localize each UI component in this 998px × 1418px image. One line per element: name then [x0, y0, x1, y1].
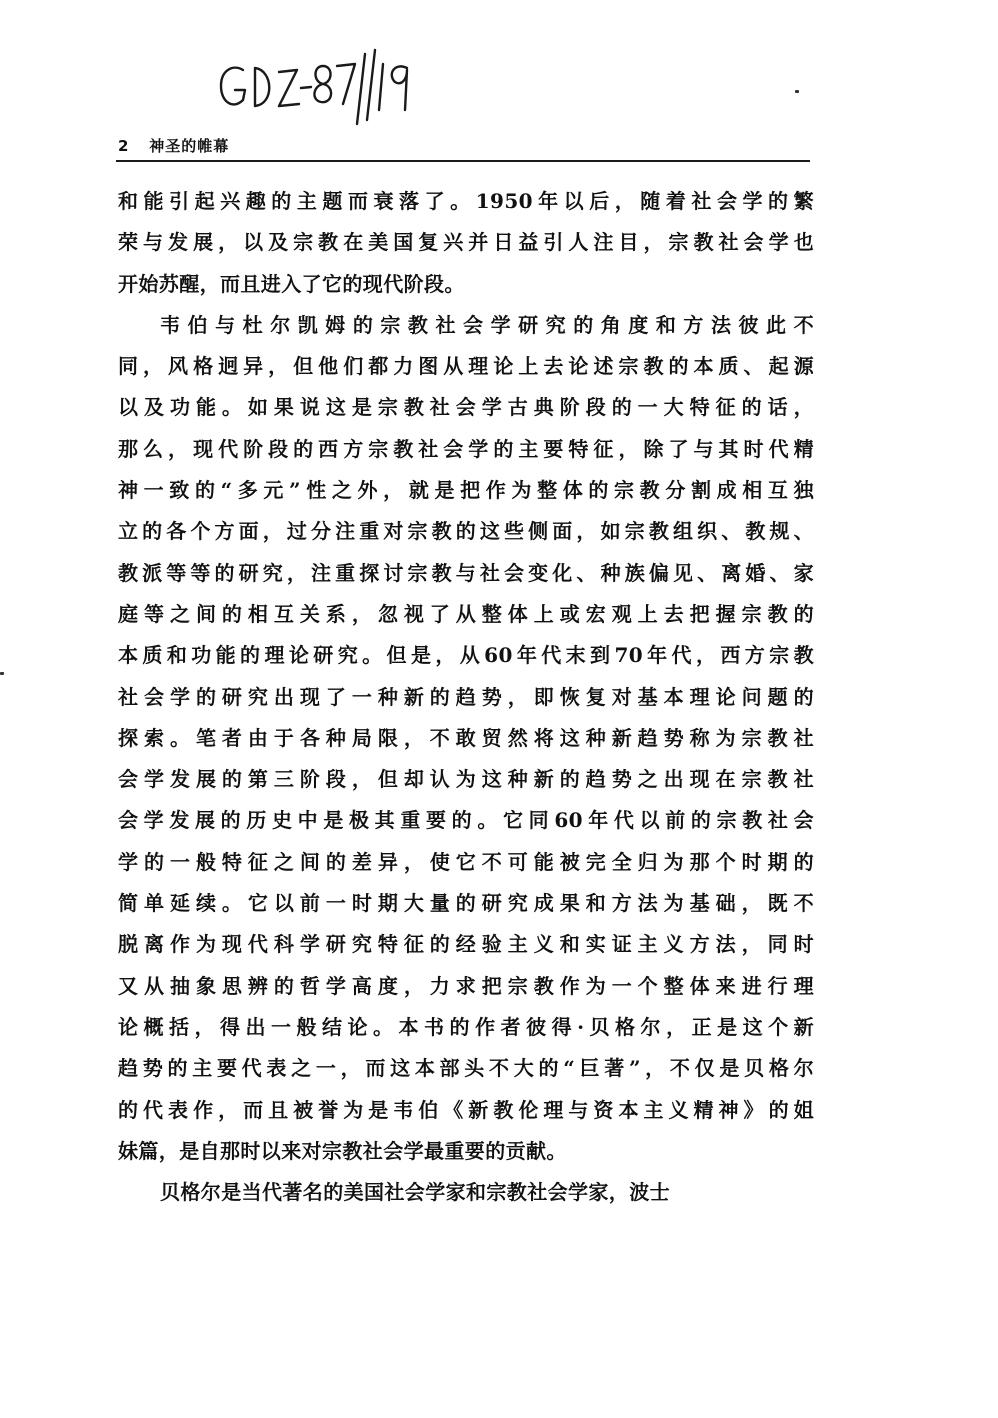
text-line: 同，风格迥异，但他们都力图从理论上去论述宗教的本质、起源 [118, 354, 814, 379]
text-line: 荣与发展，以及宗教在美国复兴并日益引人注目，宗教社会学也 [118, 230, 814, 255]
header-divider [116, 160, 810, 162]
handwritten-catalog-note [215, 40, 415, 135]
text-line: 学的一般特征之间的差异，使它不可能被完全归为那个时期的 [118, 849, 814, 874]
book-title: 神圣的帷幕 [149, 137, 230, 155]
text-line: 简单延续。它以前一时期大量的研究成果和方法为基础，既不 [118, 891, 814, 916]
running-header [118, 133, 810, 159]
text-line: 妹篇，是自那时以来对宗教社会学最重要的贡献。 [118, 1138, 567, 1163]
text-line: 和能引起兴趣的主题而衰落了。1950年以后，随着社会学的繁 [118, 189, 814, 213]
page-number: 2 [118, 137, 129, 155]
text-line: 趋势的主要代表之一，而这本部头不大的“巨著”，不仅是贝格尔 [118, 1056, 814, 1081]
body-text [118, 181, 814, 1213]
text-line: 韦伯与杜尔凯姆的宗教社会学研究的角度和方法彼此不 [160, 312, 814, 337]
text-line: 社会学的研究出现了一种新的趋势，即恢复对基本理论问题的 [118, 684, 814, 709]
text-line: 论概括，得出一般结论。本书的作者彼得·贝格尔，正是这个新 [118, 1014, 814, 1039]
text-line: 脱离作为现代科学研究特征的经验主义和实证主义方法，同时 [118, 932, 814, 957]
text-line: 的代表作，而且被誉为是韦伯《新教伦理与资本主义精神》的姐 [118, 1097, 814, 1122]
text-line: 探索。笔者由于各种局限，不敢贸然将这种新趋势称为宗教社 [118, 725, 814, 750]
text-line: 会学发展的历史中是极其重要的。它同60年代以前的宗教社会 [118, 808, 814, 833]
text-line: 又从抽象思辨的哲学高度，力求把宗教作为一个整体来进行理 [118, 973, 814, 998]
text-line: 神一致的“多元”性之外，就是把作为整体的宗教分割成相互独 [118, 478, 814, 503]
text-line: 庭等之间的相互关系，忽视了从整体上或宏观上去把握宗教的 [118, 601, 814, 626]
text-line: 贝格尔是当代著名的美国社会学家和宗教社会学家，波士 [160, 1180, 670, 1205]
text-line: 以及功能。如果说这是宗教社会学古典阶段的一大特征的话， [118, 395, 814, 420]
scan-speck [795, 90, 799, 93]
text-line: 教派等等的研究，注重探讨宗教与社会变化、种族偏见、离婚、家 [118, 560, 814, 585]
scan-speck [0, 672, 4, 675]
text-line: 开始苏醒，而且进入了它的现代阶段。 [118, 271, 465, 296]
text-line: 本质和功能的理论研究。但是，从60年代末到70年代，西方宗教 [118, 643, 814, 668]
text-line: 那么，现代阶段的西方宗教社会学的主要特征，除了与其时代精 [118, 436, 814, 461]
text-line: 会学发展的第三阶段，但却认为这种新的趋势之出现在宗教社 [118, 767, 814, 792]
text-line: 立的各个方面，过分注重对宗教的这些侧面，如宗教组织、教规、 [118, 519, 814, 544]
